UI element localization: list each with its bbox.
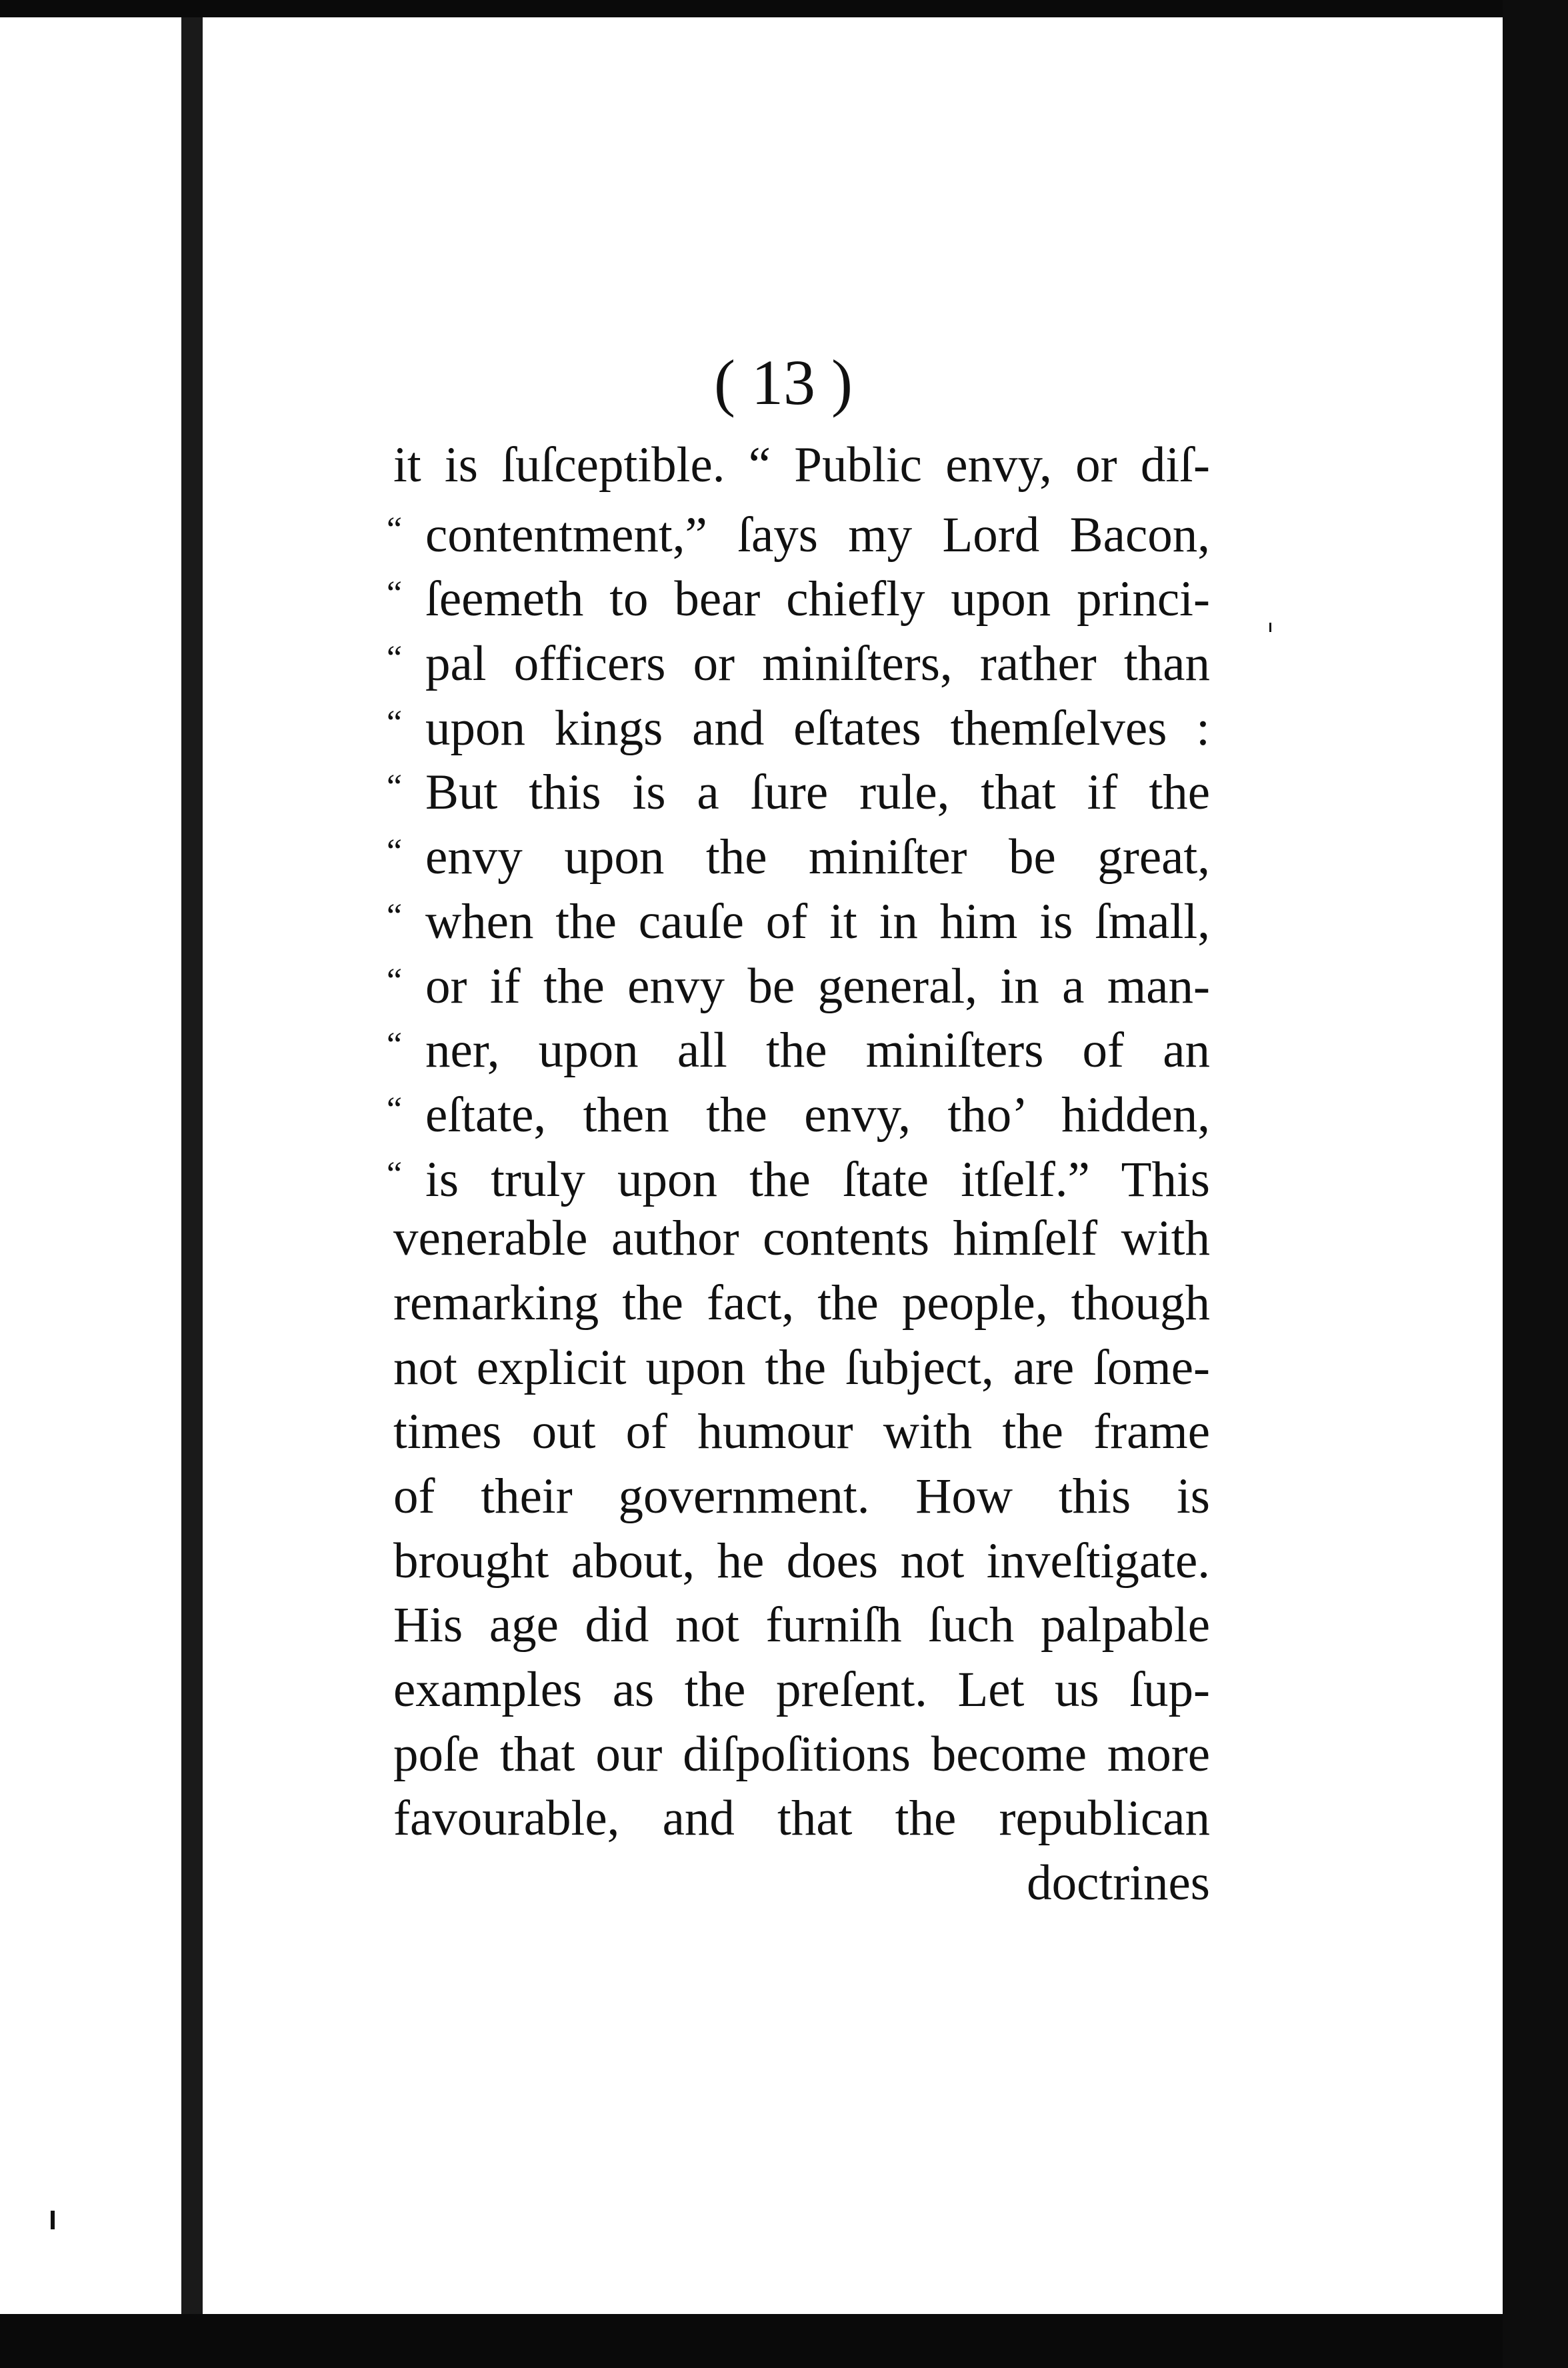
page-number: ( 13 )	[714, 347, 853, 418]
text-line	[387, 755, 1210, 821]
book-gutter	[181, 17, 203, 2314]
line-text: when the cauſe of it in him is ſmall,	[425, 893, 1210, 949]
line-text: or if the envy be general, in a man-	[425, 958, 1210, 1014]
line-text: remarking the fact, the people, though	[393, 1275, 1210, 1331]
line-text: of their government. How this is	[393, 1469, 1210, 1524]
text-line	[393, 1787, 1210, 1851]
quotation-mark: “	[387, 575, 403, 613]
quotation-mark: “	[387, 961, 403, 1000]
text-line	[393, 433, 1210, 498]
text-line	[387, 498, 1210, 563]
text-line	[393, 1271, 1210, 1336]
text-line	[393, 1400, 1210, 1465]
line-text: envy upon the miniſter be great,	[425, 829, 1210, 885]
text-line	[387, 627, 1210, 692]
text-line	[387, 1013, 1210, 1079]
quotation-mark: “	[387, 768, 403, 807]
body-text	[387, 433, 1210, 1916]
line-text: ſeemeth to bear chiefly upon princi-	[425, 571, 1210, 627]
text-line	[393, 1723, 1210, 1787]
text-line	[387, 562, 1210, 627]
line-text: examples as the preſent. Let us ſup-	[393, 1662, 1210, 1718]
quotation-mark: “	[387, 897, 403, 935]
line-text: not explicit upon the ſubject, are ſome-	[393, 1339, 1210, 1395]
quotation-mark: “	[387, 1090, 403, 1129]
text-line	[393, 1207, 1210, 1271]
line-text: poſe that our diſpoſitions become more	[393, 1726, 1210, 1782]
line-text: it is ſuſceptible. “ Public envy, or diſ-	[393, 437, 1210, 493]
quotation-mark: “	[387, 833, 403, 871]
text-line	[393, 1658, 1210, 1723]
line-text: is truly upon the ſtate itſelf.” This	[425, 1151, 1210, 1207]
quotation-mark: “	[387, 1026, 403, 1065]
ink-speck	[51, 2211, 55, 2229]
quotation-mark: “	[387, 639, 403, 678]
line-text: But this is a ſure rule, that if the	[425, 765, 1210, 821]
quotation-mark: “	[387, 510, 403, 549]
ink-speck	[1269, 623, 1271, 632]
page-edge-shadow	[1503, 0, 1568, 2368]
line-text: ner, upon all the miniſters of an	[425, 1023, 1210, 1079]
line-text: times out of humour with the frame	[393, 1404, 1210, 1460]
line-text: favourable, and that the republican	[393, 1791, 1210, 1847]
line-text: brought about, he does not inveſtigate.	[393, 1533, 1210, 1589]
text-line	[387, 691, 1210, 756]
text-line	[393, 1465, 1210, 1529]
text-line	[387, 820, 1210, 885]
line-text: His age did not furniſh ſuch palpable	[393, 1597, 1210, 1653]
text-line	[393, 1529, 1210, 1594]
line-text: eſtate, then the envy, tho’ hidden,	[425, 1087, 1210, 1143]
line-text: pal officers or miniſters, rather than	[425, 636, 1210, 692]
text-line	[387, 949, 1210, 1014]
quotation-mark: “	[387, 703, 403, 742]
facing-page-edge	[0, 17, 181, 2314]
text-line	[393, 1336, 1210, 1401]
line-text: doctrines	[1027, 1855, 1210, 1911]
text-line	[387, 1078, 1210, 1143]
text-line	[393, 1851, 1210, 1916]
text-line	[387, 885, 1210, 949]
line-text: upon kings and eſtates themſelves :	[425, 700, 1210, 756]
line-text: contentment,” ſays my Lord Bacon,	[425, 507, 1210, 563]
line-text: venerable author contents himſelf with	[393, 1211, 1210, 1267]
quotation-mark: “	[387, 1155, 403, 1193]
text-line	[387, 1143, 1210, 1207]
text-line	[393, 1593, 1210, 1658]
